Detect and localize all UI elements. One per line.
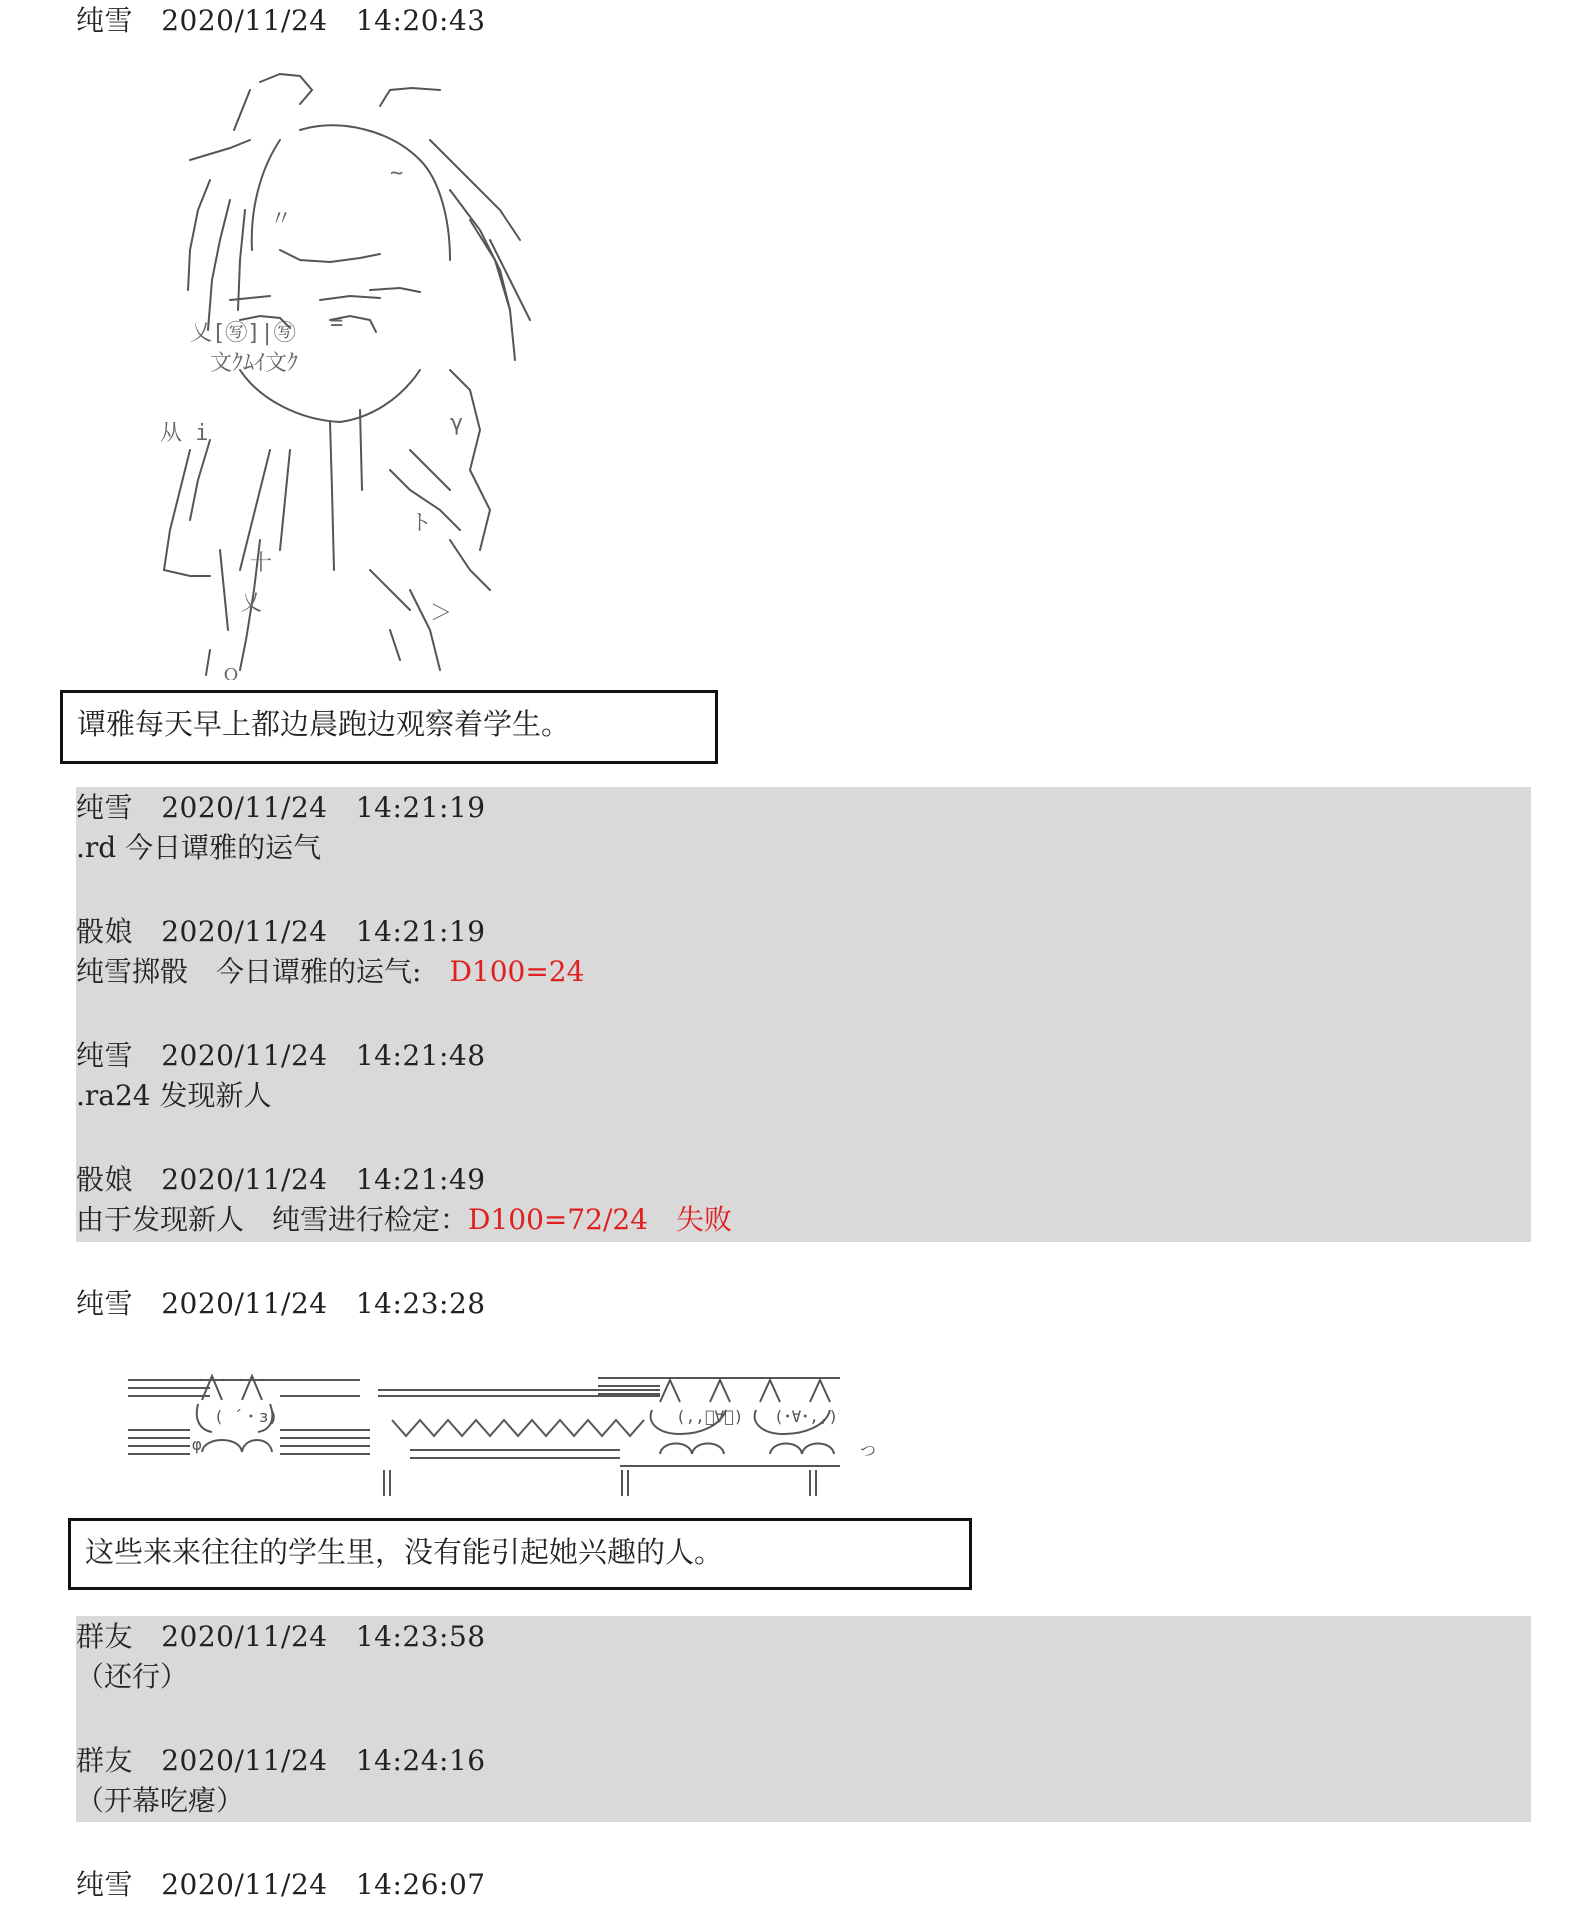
message-time: 14:21:19 [355,791,486,824]
message-time: 14:20:43 [355,4,486,37]
svg-text:从 i: 从 i [160,421,209,446]
message-body: （开幕吃瘪） [76,1784,245,1817]
svg-text:＞: ＞ [430,601,453,626]
svg-text:(,,ﾟ∀ﾟ): (,,ﾟ∀ﾟ) [676,1407,744,1426]
sender-name: 纯雪 [76,1039,134,1072]
message-date: 2020/11/24 [161,1287,328,1320]
message-date: 2020/11/24 [161,4,328,37]
message-body: .rd 今日谭雅的运气 [76,831,322,864]
message-body [76,955,584,989]
dice-result: D100=24 [449,955,585,988]
message-header [76,915,486,949]
message-body [76,1203,732,1237]
svg-text:(･∀･,,): (･∀･,,) [774,1407,839,1426]
message-time: 14:26:07 [355,1868,486,1901]
message-date: 2020/11/24 [161,1620,328,1653]
dice-roll-text: 纯雪掷骰 今日谭雅的运气: [76,955,450,988]
message-header [76,1163,486,1197]
svg-text:ｏ: ｏ [220,661,243,680]
sender-name: 纯雪 [76,791,134,824]
message-time: 14:24:16 [355,1744,486,1777]
message-header [76,1620,486,1654]
sender-name: 骰娘 [76,1163,134,1196]
narration-box: 这些来来往往的学生里，没有能引起她兴趣的人。 [68,1518,972,1590]
ascii-art-cats [120,1370,900,1505]
message-header [76,1868,486,1902]
svg-text:十: 十 [250,551,273,576]
ascii-art-cats-drawing [120,1370,900,1505]
message-time: 14:21:49 [355,1163,486,1196]
svg-text:γ: γ [450,411,464,436]
message-date: 2020/11/24 [161,1744,328,1777]
message-body: .ra24 发现新人 [76,1079,272,1112]
message-header [76,4,486,38]
svg-text:つ: つ [860,1441,877,1460]
ascii-art-character-drawing [150,70,610,680]
svg-text:文ｸﾑｲ文ｸ: 文ｸﾑｲ文ｸ [210,351,299,376]
message-body: （还行） [76,1660,189,1693]
sender-name: 纯雪 [76,1868,134,1901]
message-header [76,1287,486,1321]
sender-name: 纯雪 [76,1287,134,1320]
svg-text:乂: 乂 [240,591,263,616]
message-date: 2020/11/24 [161,915,328,948]
svg-text:~: ~ [390,161,404,186]
message-date: 2020/11/24 [161,791,328,824]
message-time: 14:21:48 [355,1039,486,1072]
message-date: 2020/11/24 [161,1868,328,1901]
message-header [76,1039,486,1073]
check-text: 由于发现新人 纯雪进行检定： [76,1203,469,1236]
message-date: 2020/11/24 [161,1163,328,1196]
message-header [76,791,486,825]
dice-result: D100=72/24 失败 [468,1203,733,1236]
sender-name: 群友 [76,1620,134,1653]
svg-text:=: = [330,311,344,336]
message-time: 14:23:58 [355,1620,486,1653]
svg-text:〃: 〃 [270,207,293,232]
message-time: 14:21:19 [355,915,486,948]
sender-name: 群友 [76,1744,134,1777]
message-time: 14:23:28 [355,1287,486,1320]
message-header [76,1744,486,1778]
ascii-art-character [150,70,610,680]
svg-text:φ: φ [192,1435,202,1454]
sender-name: 骰娘 [76,915,134,948]
narration-box: 谭雅每天早上都边晨跑边观察着学生。 [60,690,718,764]
svg-text:( ´・з): ( ´・з) [214,1407,279,1426]
message-date: 2020/11/24 [161,1039,328,1072]
svg-text:ト: ト [410,511,433,536]
sender-name: 纯雪 [76,4,134,37]
svg-text:乂[㊢]|㊢: 乂[㊢]|㊢ [190,321,296,346]
